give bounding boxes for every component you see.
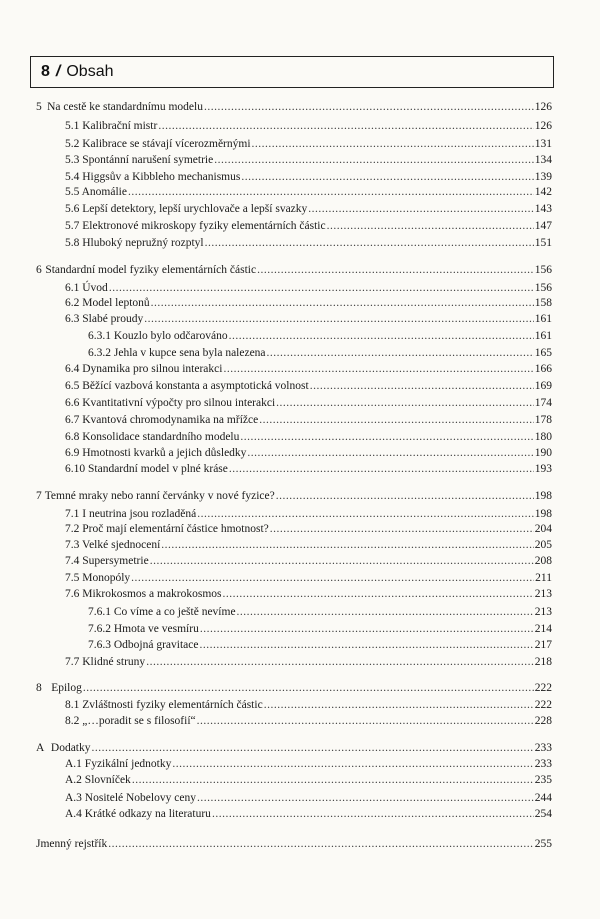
leader-dots	[108, 836, 534, 852]
toc-page-number: 198	[534, 490, 552, 502]
leader-dots	[276, 395, 534, 411]
toc-page-number: 217	[534, 639, 552, 651]
toc-page-number: 244	[534, 792, 552, 804]
toc-entry	[88, 604, 552, 620]
toc-entry-title: 5.8 Hluboký nepružný rozptyl	[65, 237, 204, 249]
toc-entry	[65, 756, 552, 772]
leader-dots	[223, 361, 533, 377]
toc-page-number: 204	[534, 523, 552, 535]
leader-dots	[259, 412, 534, 428]
toc-page-number: 143	[534, 203, 552, 215]
toc-entry	[65, 361, 552, 377]
leader-dots	[257, 262, 534, 278]
leader-dots	[237, 604, 534, 620]
toc-entry-title: 7.1 I neutrina jsou rozladěná	[65, 508, 197, 520]
toc-entry	[65, 654, 552, 670]
toc-entry	[65, 169, 552, 185]
toc-entry-title: Na cestě ke standardnímu modelu	[47, 101, 203, 113]
toc-page-number: 156	[534, 282, 552, 294]
leader-dots	[172, 756, 533, 772]
toc-chapter-number: 7	[36, 490, 42, 502]
toc-entry-title: 6.3.1 Kouzlo bylo odčarováno	[88, 330, 228, 342]
toc-entry-title: 7.6 Mikrokosmos a makrokosmos	[65, 588, 222, 600]
leader-dots	[92, 740, 534, 756]
toc-page-number: 151	[534, 237, 552, 249]
toc-page-number: 147	[534, 220, 552, 232]
toc-entry-title: 5.7 Elektronové mikroskopy fyziky elementárních částic	[65, 220, 326, 232]
toc-page-number: 161	[534, 330, 552, 342]
leader-dots	[200, 621, 534, 637]
toc-entry	[88, 621, 552, 637]
leader-dots	[197, 713, 534, 729]
toc-page-number: 134	[534, 154, 552, 166]
toc-entry-title: Temné mraky nebo ranní červánky v nové fyzice?	[44, 490, 275, 502]
toc-page-number: 158	[534, 297, 552, 309]
leader-dots	[270, 521, 534, 537]
toc-entry	[65, 218, 552, 234]
toc-entry	[36, 99, 552, 115]
toc-page-number: 228	[534, 715, 552, 727]
leader-dots	[223, 586, 534, 602]
toc-entry-title: 7.6.1 Co víme a co ještě nevíme	[88, 606, 236, 618]
leader-dots	[109, 280, 534, 296]
leader-dots	[267, 345, 534, 361]
toc-entry-title: 5.1 Kalibrační mistr	[65, 120, 158, 132]
toc-page-number: 131	[534, 138, 552, 150]
toc-entry	[65, 790, 552, 806]
toc-page-number: 205	[534, 539, 552, 551]
toc-entry	[65, 280, 552, 296]
leader-dots	[158, 118, 533, 134]
toc-chapter-number: 5	[36, 101, 42, 113]
toc-entry	[65, 412, 552, 428]
toc-page-number: 222	[534, 682, 552, 694]
toc-entry-title: 6.1 Úvod	[65, 282, 108, 294]
toc-entry	[65, 295, 552, 311]
toc-entry-title: 8.1 Zvláštnosti fyziky elementárních částic	[65, 699, 263, 711]
toc-page-number: 169	[534, 380, 552, 392]
toc-page-number: 211	[535, 572, 552, 584]
toc-page-number: 161	[534, 313, 552, 325]
toc-entry	[36, 740, 552, 756]
toc-entry-title: Standardní model fyziky elementárních částic	[45, 264, 257, 276]
toc-entry-title: 7.3 Velké sjednocení	[65, 539, 161, 551]
leader-dots	[247, 445, 533, 461]
leader-dots	[197, 790, 534, 806]
toc-page-number: 190	[534, 447, 552, 459]
toc-page-number: 165	[534, 347, 552, 359]
toc-entry	[65, 118, 552, 134]
toc-entry	[65, 506, 552, 522]
toc-page-number: 235	[534, 774, 552, 786]
toc-entry-title: A.4 Krátké odkazy na literaturu	[65, 808, 211, 820]
toc-page-number: 213	[534, 606, 552, 618]
toc-entry	[65, 235, 552, 251]
toc-page-number: 198	[534, 508, 552, 520]
toc-page-number: 142	[534, 186, 552, 198]
leader-dots	[308, 201, 533, 217]
toc-page-number: 166	[534, 363, 552, 375]
toc-entry-title: 5.2 Kalibrace se stávají vícerozměrnými	[65, 138, 251, 150]
leader-dots	[310, 378, 534, 394]
toc-entry	[65, 713, 552, 729]
toc-entry	[65, 521, 552, 537]
leader-dots	[146, 654, 534, 670]
toc-entry-title: 6.6 Kvantitativní výpočty pro silnou interakci	[65, 397, 276, 409]
toc-entry	[88, 637, 552, 653]
toc-entry	[36, 262, 552, 278]
toc-entry-title: 6.8 Konsolidace standardního modelu	[65, 431, 240, 443]
leader-dots	[205, 235, 534, 251]
toc-entry-title: 8.2 „…poradit se s filosofií“	[65, 715, 196, 727]
toc-entry-title: 7.7 Klidné struny	[65, 656, 146, 668]
toc-entry-title: Dodatky	[50, 742, 91, 754]
toc-page-number: 126	[534, 101, 552, 113]
toc-entry	[65, 553, 552, 569]
toc-entry-title: 7.6.3 Odbojná gravitace	[88, 639, 199, 651]
toc-entry	[65, 537, 552, 553]
leader-dots	[229, 328, 534, 344]
toc-entry	[65, 429, 552, 445]
toc-entry-title: 5.5 Anomálie	[65, 186, 127, 198]
toc-page-number: 139	[534, 171, 552, 183]
toc-entry	[65, 772, 552, 788]
toc-entry	[65, 395, 552, 411]
toc-entry-title: 6.9 Hmotnosti kvarků a jejich důsledky	[65, 447, 247, 459]
leader-dots	[83, 680, 534, 696]
toc-page-number: 174	[534, 397, 552, 409]
toc-entry	[65, 461, 552, 477]
toc-chapter-number: 6	[36, 264, 42, 276]
leader-dots	[240, 429, 533, 445]
toc-entry-title: A.2 Slovníček	[65, 774, 131, 786]
leader-dots	[132, 772, 534, 788]
leader-dots	[214, 152, 534, 168]
header-separator: /	[55, 63, 61, 80]
toc-entry	[65, 152, 552, 168]
toc-entry	[65, 378, 552, 394]
header-page-number: 8	[41, 63, 50, 80]
toc-entry-title: 5.4 Higgsův a Kibbleho mechanismus	[65, 171, 241, 183]
toc-entry	[65, 184, 552, 200]
toc-entry	[65, 136, 552, 152]
toc-page-number: 233	[534, 742, 552, 754]
toc-chapter-number: A	[36, 742, 45, 754]
toc-entry	[88, 345, 552, 361]
toc-entry-title: 7.4 Supersymetrie	[65, 555, 149, 567]
leader-dots	[264, 697, 534, 713]
leader-dots	[150, 553, 534, 569]
toc-entry	[65, 806, 552, 822]
toc-entry	[65, 697, 552, 713]
toc-entry	[65, 445, 552, 461]
toc-entry-title: 7.6.2 Hmota ve vesmíru	[88, 623, 199, 635]
toc-page-number: 254	[534, 808, 552, 820]
toc-entry	[65, 570, 552, 586]
toc-entry	[36, 680, 552, 696]
toc-entry-title: 6.3 Slabé proudy	[65, 313, 144, 325]
leader-dots	[131, 570, 534, 586]
toc-entry-title: 5.6 Lepší detektory, lepší urychlovače a lepší svazky	[65, 203, 308, 215]
toc-page-number: 193	[534, 463, 552, 475]
toc-page-number: 222	[534, 699, 552, 711]
toc-entry-title: 6.2 Model leptonů	[65, 297, 150, 309]
toc-entry	[36, 488, 552, 504]
toc-entry-title: 6.10 Standardní model v plné kráse	[65, 463, 228, 475]
toc-entry-title: 6.4 Dynamika pro silnou interakci	[65, 363, 223, 375]
toc-entry	[88, 328, 552, 344]
toc-entry-title: Jmenný rejstřík	[36, 838, 108, 850]
toc-page-number: 208	[534, 555, 552, 567]
toc-chapter-number: 8	[36, 682, 42, 694]
leader-dots	[276, 488, 534, 504]
leader-dots	[151, 295, 534, 311]
toc-entry-title: 7.5 Monopóly	[65, 572, 131, 584]
toc-entry-title: 6.3.2 Jehla v kupce sena byla nalezena	[88, 347, 266, 359]
toc-page-number: 213	[534, 588, 552, 600]
leader-dots	[212, 806, 534, 822]
leader-dots	[229, 461, 534, 477]
header-title: Obsah	[66, 63, 114, 80]
leader-dots	[252, 136, 534, 152]
toc-entry-title: 5.3 Spontánní narušení symetrie	[65, 154, 214, 166]
toc-entry-title: 7.2 Proč mají elementární částice hmotnost?	[65, 523, 269, 535]
toc-entry-title: A.3 Nositelé Nobelovy ceny	[65, 792, 196, 804]
toc-entry	[36, 836, 552, 852]
leader-dots	[161, 537, 533, 553]
header-text	[41, 63, 114, 81]
toc-page-number: 126	[534, 120, 552, 132]
page-header	[30, 56, 554, 88]
toc-page-number: 218	[534, 656, 552, 668]
toc-page-number: 178	[534, 414, 552, 426]
toc-page-number: 180	[534, 431, 552, 443]
toc-page-number: 156	[534, 264, 552, 276]
toc-entry	[65, 201, 552, 217]
toc-page-number: 233	[534, 758, 552, 770]
leader-dots	[144, 311, 533, 327]
toc-entry	[65, 586, 552, 602]
leader-dots	[204, 99, 534, 115]
leader-dots	[128, 184, 534, 200]
leader-dots	[241, 169, 533, 185]
toc-page-number: 214	[534, 623, 552, 635]
leader-dots	[200, 637, 534, 653]
toc-entry-title: A.1 Fyzikální jednotky	[65, 758, 172, 770]
toc-entry-title: Epilog	[51, 682, 82, 694]
leader-dots	[327, 218, 534, 234]
toc-entry-title: 6.5 Běžící vazbová konstanta a asymptotická volnost	[65, 380, 309, 392]
toc-entry-title: 6.7 Kvantová chromodynamika na mřížce	[65, 414, 259, 426]
toc-entry	[65, 311, 552, 327]
leader-dots	[197, 506, 534, 522]
toc-page-number: 255	[534, 838, 552, 850]
